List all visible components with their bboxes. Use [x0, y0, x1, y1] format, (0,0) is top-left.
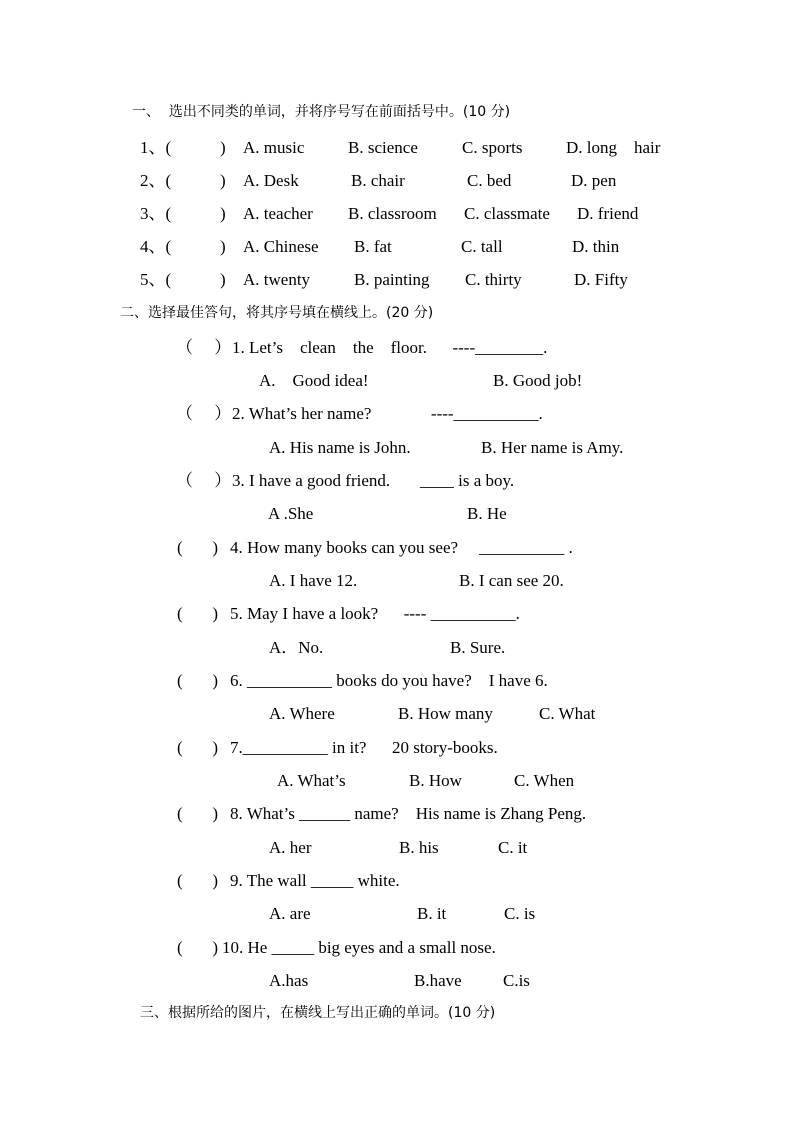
answer-paren[interactable]: ( ) — [177, 671, 219, 690]
answer-paren[interactable]: （ ） — [176, 471, 232, 490]
option-a: A .She — [268, 504, 314, 523]
option-b: B. classroom — [348, 204, 437, 223]
option-b: B.have — [414, 971, 462, 990]
question-text: 2. What’s her name? ----__________. — [232, 404, 543, 423]
option-a: A. her — [269, 838, 312, 857]
option-a: A. teacher — [243, 204, 313, 223]
option-c: C. is — [504, 904, 536, 923]
option-b: B. his — [399, 838, 439, 857]
answer-paren[interactable]: ) — [220, 204, 226, 223]
question-text: 3. I have a good friend. ____ is a boy. — [232, 471, 515, 490]
option-b: B. chair — [351, 171, 405, 190]
option-d: D. pen — [571, 171, 617, 190]
option-b: B. Sure. — [450, 638, 506, 657]
option-c: C. classmate — [464, 204, 550, 223]
option-b: B. science — [348, 138, 418, 157]
option-b: B. Good job! — [493, 371, 583, 390]
option-b: B. fat — [354, 237, 392, 256]
option-c: C. bed — [467, 171, 512, 190]
answer-paren[interactable]: （ ） — [176, 404, 232, 423]
option-b: B. How many — [398, 704, 493, 723]
option-d: D. Fifty — [574, 270, 628, 289]
option-c: C. What — [539, 704, 596, 723]
row-number: 4、( — [140, 237, 172, 256]
question-text: 10. He _____ big eyes and a small nose. — [222, 938, 496, 957]
question-text: 6. __________ books do you have? I have 6. — [230, 671, 548, 690]
question-text: 5. May I have a look? ---- __________. — [230, 604, 520, 623]
section3-title: 三、根据所给的图片，在横线上写出正确的单词。(10 分) — [140, 1005, 496, 1021]
option-a: A. What’s — [277, 771, 346, 790]
option-a: A.has — [269, 971, 309, 990]
answer-paren[interactable]: ) — [220, 237, 226, 256]
option-b: B. He — [467, 504, 507, 523]
option-a: A. twenty — [243, 270, 311, 289]
option-a: A. Where — [269, 704, 335, 723]
option-c: C. tall — [461, 237, 503, 256]
option-a: A. Desk — [243, 171, 299, 190]
option-c: C.is — [503, 971, 530, 990]
row-number: 1、( — [140, 138, 172, 157]
row-number: 3、( — [140, 204, 172, 223]
section2-title: 二、选择最佳答句，将其序号填在横线上。(20 分) — [120, 305, 434, 321]
answer-paren[interactable]: ( ) — [177, 804, 219, 823]
option-c: C. thirty — [465, 270, 522, 289]
question-text: 4. How many books can you see? __________ . — [230, 538, 573, 557]
option-d: D. long hair — [566, 138, 661, 157]
option-c: C. When — [514, 771, 575, 790]
option-b: B. it — [417, 904, 447, 923]
question-text: 8. What’s ______ name? His name is Zhang Peng. — [230, 804, 587, 823]
question-text: 9. The wall _____ white. — [230, 871, 400, 890]
option-d: D. thin — [572, 237, 620, 256]
option-a: A. Good idea! — [259, 371, 369, 390]
option-b: B. How — [409, 771, 462, 790]
option-a: A. music — [243, 138, 305, 157]
question-text: 7.__________ in it? 20 story-books. — [230, 738, 498, 757]
option-a: A. I have 12. — [269, 571, 358, 590]
answer-paren[interactable]: ( ) — [177, 938, 219, 957]
section1-title: 一、 选出不同类的单词，并将序号写在前面括号中。(10 分) — [132, 104, 511, 120]
option-a: A．No. — [269, 638, 324, 657]
question-text: 1. Let’s clean the floor. ----________. — [232, 338, 548, 357]
row-number: 5、( — [140, 270, 172, 289]
option-b: B. painting — [354, 270, 430, 289]
answer-paren[interactable]: ( ) — [177, 538, 219, 557]
answer-paren[interactable]: ) — [220, 171, 226, 190]
answer-paren[interactable]: ( ) — [177, 738, 219, 757]
answer-paren[interactable]: ) — [220, 270, 226, 289]
answer-paren[interactable]: ) — [220, 138, 226, 157]
option-d: D. friend — [577, 204, 639, 223]
answer-paren[interactable]: ( ) — [177, 604, 219, 623]
row-number: 2、( — [140, 171, 172, 190]
option-c: C. it — [498, 838, 528, 857]
answer-paren[interactable]: （ ） — [176, 338, 232, 357]
option-b: B. I can see 20. — [459, 571, 564, 590]
option-b: B. Her name is Amy. — [481, 438, 624, 457]
option-a: A. are — [269, 904, 311, 923]
option-c: C. sports — [462, 138, 523, 157]
option-a: A. Chinese — [243, 237, 319, 256]
answer-paren[interactable]: ( ) — [177, 871, 219, 890]
option-a: A. His name is John. — [269, 438, 411, 457]
